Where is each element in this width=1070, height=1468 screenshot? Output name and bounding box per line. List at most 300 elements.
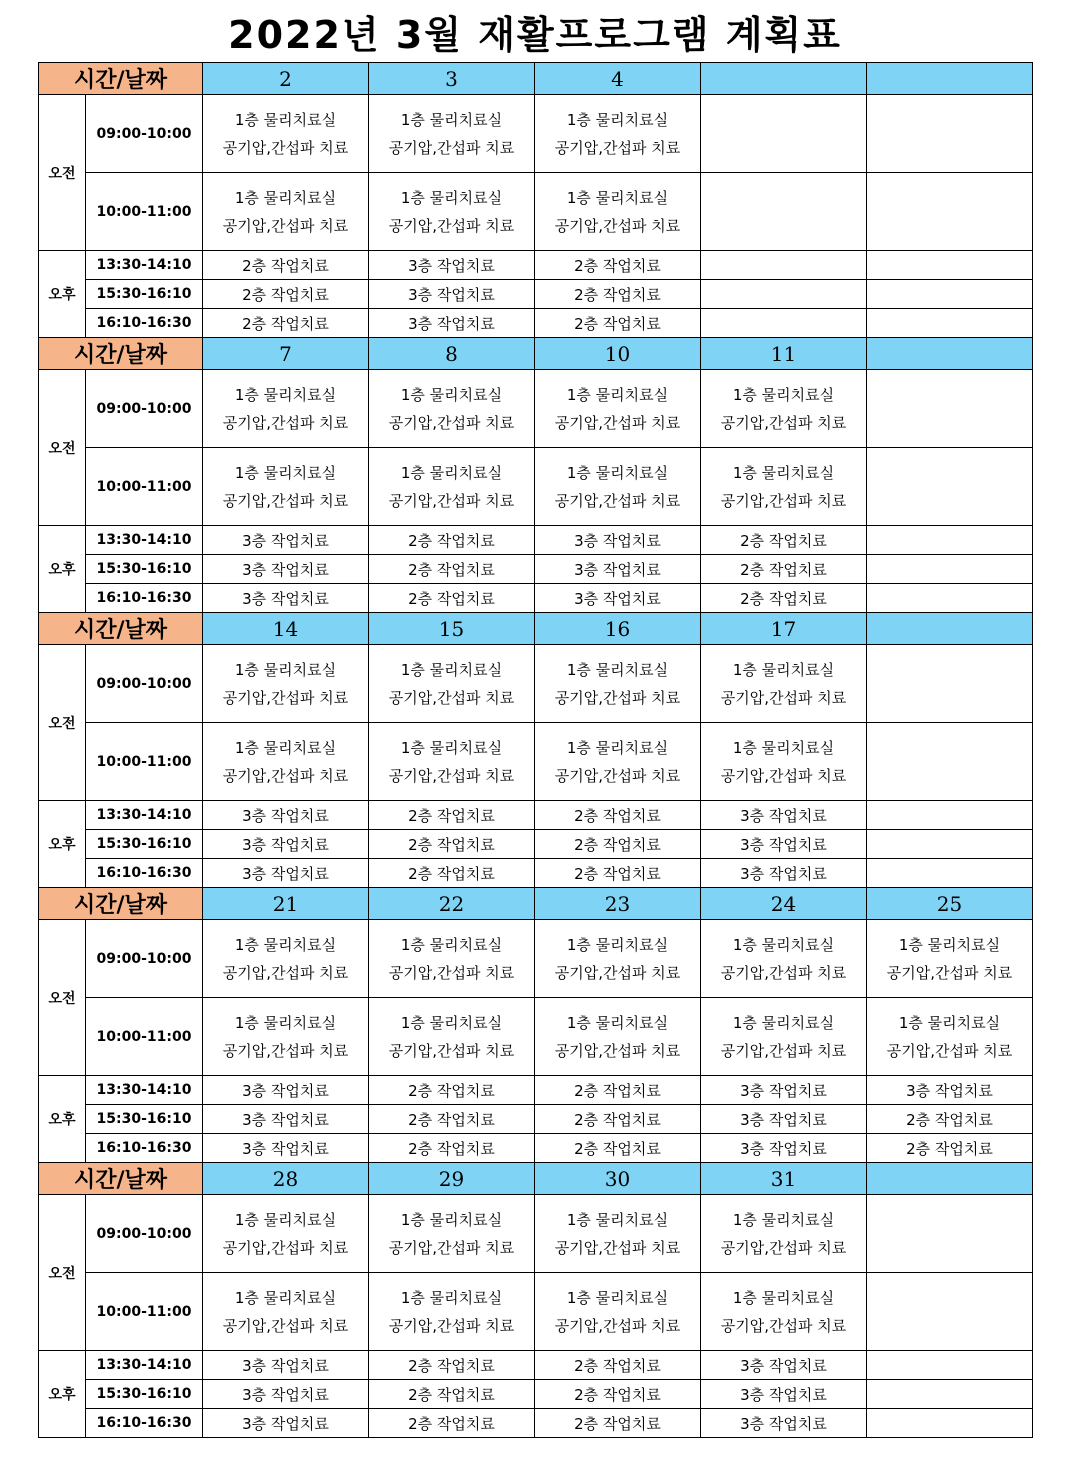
therapy-type-text: 공기압,간섭파 치료 <box>720 688 847 707</box>
time-slot-label: 10:00-11:00 <box>86 448 203 526</box>
pm-slot-row <box>39 584 1033 613</box>
schedule-cell <box>369 448 535 526</box>
schedule-cell: 2층 작업치료 <box>535 830 701 859</box>
therapy-room-text: 1층 물리치료실 <box>732 1210 835 1229</box>
week-header-row <box>39 1163 1033 1195</box>
therapy-type-text: 공기압,간섭파 치료 <box>388 413 515 432</box>
schedule-cell: 2층 작업치료 <box>203 309 369 338</box>
schedule-cell: 3층 작업치료 <box>701 1076 867 1105</box>
schedule-cell <box>203 173 369 251</box>
therapy-type-text: 공기압,간섭파 치료 <box>554 491 681 510</box>
period-pm-label: 오후 <box>39 251 86 338</box>
schedule-cell: 3층 작업치료 <box>701 1134 867 1163</box>
therapy-type-text: 공기압,간섭파 치료 <box>388 766 515 785</box>
therapy-room-text: 1층 물리치료실 <box>400 660 503 679</box>
schedule-cell <box>701 309 867 338</box>
therapy-type-text: 공기압,간섭파 치료 <box>554 688 681 707</box>
am-slot-row <box>39 645 1033 723</box>
therapy-room-text: 1층 물리치료실 <box>566 935 669 954</box>
schedule-cell <box>369 998 535 1076</box>
am-slot-row <box>39 448 1033 526</box>
therapy-room-text: 1층 물리치료실 <box>566 188 669 207</box>
schedule-cell <box>701 173 867 251</box>
schedule-cell <box>867 584 1033 613</box>
schedule-cell: 3층 작업치료 <box>203 801 369 830</box>
week-header-row <box>39 613 1033 645</box>
schedule-cell <box>535 370 701 448</box>
schedule-cell: 3층 작업치료 <box>701 1105 867 1134</box>
schedule-cell: 3층 작업치료 <box>203 859 369 888</box>
schedule-cell <box>369 95 535 173</box>
therapy-type-text: 공기압,간섭파 치료 <box>720 766 847 785</box>
therapy-type-text: 공기압,간섭파 치료 <box>720 491 847 510</box>
therapy-type-text: 공기압,간섭파 치료 <box>222 216 349 235</box>
schedule-cell: 3층 작업치료 <box>701 1409 867 1438</box>
therapy-type-text: 공기압,간섭파 치료 <box>886 963 1013 982</box>
time-slot-label: 15:30-16:10 <box>86 1380 203 1409</box>
therapy-type-text: 공기압,간섭파 치료 <box>388 138 515 157</box>
schedule-cell <box>701 1195 867 1273</box>
schedule-cell: 3층 작업치료 <box>701 1351 867 1380</box>
time-slot-label: 16:10-16:30 <box>86 1134 203 1163</box>
am-slot-row <box>39 1195 1033 1273</box>
schedule-cell: 2층 작업치료 <box>369 859 535 888</box>
schedule-cell: 2층 작업치료 <box>369 584 535 613</box>
pm-slot-row <box>39 830 1033 859</box>
schedule-cell <box>867 920 1033 998</box>
schedule-cell <box>535 723 701 801</box>
schedule-cell <box>203 998 369 1076</box>
time-slot-label: 13:30-14:10 <box>86 1076 203 1105</box>
pm-slot-row <box>39 555 1033 584</box>
therapy-type-text: 공기압,간섭파 치료 <box>554 138 681 157</box>
schedule-cell <box>701 1273 867 1351</box>
therapy-room-text: 1층 물리치료실 <box>400 188 503 207</box>
schedule-cell <box>867 1351 1033 1380</box>
pm-slot-row <box>39 251 1033 280</box>
therapy-room-text: 1층 물리치료실 <box>400 385 503 404</box>
date-cell: 7 <box>203 338 369 370</box>
date-cell: 17 <box>701 613 867 645</box>
therapy-room-text: 1층 물리치료실 <box>566 660 669 679</box>
schedule-cell <box>203 370 369 448</box>
schedule-cell <box>203 1273 369 1351</box>
date-cell <box>867 63 1033 95</box>
time-slot-label: 16:10-16:30 <box>86 309 203 338</box>
date-cell: 25 <box>867 888 1033 920</box>
therapy-type-text: 공기압,간섭파 치료 <box>388 1041 515 1060</box>
therapy-type-text: 공기압,간섭파 치료 <box>222 963 349 982</box>
schedule-cell: 2층 작업치료 <box>535 1409 701 1438</box>
time-slot-label: 09:00-10:00 <box>86 95 203 173</box>
time-slot-label: 15:30-16:10 <box>86 555 203 584</box>
schedule-cell <box>203 1195 369 1273</box>
schedule-cell: 2층 작업치료 <box>535 1105 701 1134</box>
schedule-cell: 2층 작업치료 <box>867 1134 1033 1163</box>
schedule-cell <box>701 251 867 280</box>
period-pm-label: 오후 <box>39 1076 86 1163</box>
schedule-cell <box>701 920 867 998</box>
therapy-room-text: 1층 물리치료실 <box>234 1288 337 1307</box>
pm-slot-row <box>39 526 1033 555</box>
schedule-cell: 3층 작업치료 <box>203 1351 369 1380</box>
schedule-cell <box>535 1273 701 1351</box>
therapy-type-text: 공기압,간섭파 치료 <box>388 491 515 510</box>
time-slot-label: 10:00-11:00 <box>86 1273 203 1351</box>
schedule-cell <box>867 555 1033 584</box>
pm-slot-row <box>39 1105 1033 1134</box>
time-slot-label: 13:30-14:10 <box>86 801 203 830</box>
pm-slot-row <box>39 859 1033 888</box>
schedule-cell: 2층 작업치료 <box>867 1105 1033 1134</box>
therapy-type-text: 공기압,간섭파 치료 <box>720 413 847 432</box>
schedule-cell: 3층 작업치료 <box>701 859 867 888</box>
date-cell: 10 <box>535 338 701 370</box>
am-slot-row <box>39 370 1033 448</box>
schedule-cell <box>535 95 701 173</box>
period-pm-label: 오후 <box>39 801 86 888</box>
schedule-cell <box>701 723 867 801</box>
schedule-cell <box>867 859 1033 888</box>
therapy-type-text: 공기압,간섭파 치료 <box>886 1041 1013 1060</box>
schedule-cell: 2층 작업치료 <box>369 1105 535 1134</box>
schedule-cell <box>867 173 1033 251</box>
time-slot-label: 10:00-11:00 <box>86 173 203 251</box>
schedule-cell: 2층 작업치료 <box>535 801 701 830</box>
therapy-type-text: 공기압,간섭파 치료 <box>554 413 681 432</box>
therapy-room-text: 1층 물리치료실 <box>898 935 1001 954</box>
schedule-cell <box>701 280 867 309</box>
therapy-type-text: 공기압,간섭파 치료 <box>554 1238 681 1257</box>
schedule-cell <box>369 1273 535 1351</box>
date-cell: 21 <box>203 888 369 920</box>
time-slot-label: 10:00-11:00 <box>86 723 203 801</box>
time-date-header: 시간/날짜 <box>39 613 203 645</box>
therapy-room-text: 1층 물리치료실 <box>566 463 669 482</box>
schedule-cell <box>535 1195 701 1273</box>
therapy-type-text: 공기압,간섭파 치료 <box>222 1316 349 1335</box>
schedule-table <box>38 62 1033 1438</box>
schedule-cell <box>867 801 1033 830</box>
date-cell <box>867 613 1033 645</box>
schedule-cell: 2층 작업치료 <box>369 1076 535 1105</box>
schedule-cell <box>867 723 1033 801</box>
schedule-cell <box>867 448 1033 526</box>
schedule-cell <box>535 448 701 526</box>
therapy-room-text: 1층 물리치료실 <box>400 1210 503 1229</box>
therapy-type-text: 공기압,간섭파 치료 <box>222 413 349 432</box>
time-slot-label: 09:00-10:00 <box>86 370 203 448</box>
schedule-cell: 3층 작업치료 <box>535 555 701 584</box>
pm-slot-row <box>39 1134 1033 1163</box>
date-cell: 4 <box>535 63 701 95</box>
schedule-cell: 2층 작업치료 <box>701 555 867 584</box>
schedule-cell: 2층 작업치료 <box>535 280 701 309</box>
therapy-room-text: 1층 물리치료실 <box>898 1013 1001 1032</box>
schedule-cell <box>701 95 867 173</box>
schedule-cell <box>867 998 1033 1076</box>
schedule-cell <box>867 280 1033 309</box>
therapy-type-text: 공기압,간섭파 치료 <box>554 1041 681 1060</box>
schedule-cell <box>867 1380 1033 1409</box>
time-slot-label: 16:10-16:30 <box>86 859 203 888</box>
schedule-cell: 2층 작업치료 <box>535 1134 701 1163</box>
therapy-type-text: 공기압,간섭파 치료 <box>388 963 515 982</box>
schedule-cell <box>701 370 867 448</box>
schedule-cell <box>867 251 1033 280</box>
schedule-cell: 2층 작업치료 <box>369 1409 535 1438</box>
schedule-cell <box>867 1273 1033 1351</box>
schedule-cell: 2층 작업치료 <box>369 1380 535 1409</box>
therapy-type-text: 공기압,간섭파 치료 <box>720 963 847 982</box>
pm-slot-row <box>39 1076 1033 1105</box>
therapy-room-text: 1층 물리치료실 <box>400 1288 503 1307</box>
therapy-room-text: 1층 물리치료실 <box>234 110 337 129</box>
schedule-cell: 3층 작업치료 <box>203 526 369 555</box>
pm-slot-row <box>39 801 1033 830</box>
schedule-cell: 3층 작업치료 <box>203 1076 369 1105</box>
therapy-type-text: 공기압,간섭파 치료 <box>554 963 681 982</box>
schedule-cell: 2층 작업치료 <box>203 251 369 280</box>
therapy-room-text: 1층 물리치료실 <box>566 110 669 129</box>
am-slot-row <box>39 998 1033 1076</box>
date-cell: 8 <box>369 338 535 370</box>
time-slot-label: 13:30-14:10 <box>86 1351 203 1380</box>
pm-slot-row <box>39 1351 1033 1380</box>
schedule-cell: 3층 작업치료 <box>203 584 369 613</box>
therapy-type-text: 공기압,간섭파 치료 <box>554 1316 681 1335</box>
time-slot-label: 09:00-10:00 <box>86 1195 203 1273</box>
therapy-room-text: 1층 물리치료실 <box>566 1288 669 1307</box>
therapy-room-text: 1층 물리치료실 <box>400 110 503 129</box>
therapy-room-text: 1층 물리치료실 <box>732 385 835 404</box>
am-slot-row <box>39 173 1033 251</box>
time-slot-label: 16:10-16:30 <box>86 584 203 613</box>
schedule-cell <box>203 448 369 526</box>
schedule-cell <box>867 526 1033 555</box>
schedule-cell: 3층 작업치료 <box>701 830 867 859</box>
therapy-room-text: 1층 물리치료실 <box>732 660 835 679</box>
date-cell <box>867 1163 1033 1195</box>
schedule-cell <box>203 645 369 723</box>
therapy-room-text: 1층 물리치료실 <box>732 935 835 954</box>
period-am-label: 오전 <box>39 645 86 801</box>
time-slot-label: 15:30-16:10 <box>86 280 203 309</box>
schedule-cell <box>867 309 1033 338</box>
therapy-type-text: 공기압,간섭파 치료 <box>222 1041 349 1060</box>
schedule-cell: 2층 작업치료 <box>369 1351 535 1380</box>
schedule-cell <box>369 645 535 723</box>
schedule-cell <box>867 1409 1033 1438</box>
therapy-room-text: 1층 물리치료실 <box>566 1013 669 1032</box>
therapy-type-text: 공기압,간섭파 치료 <box>222 688 349 707</box>
period-pm-label: 오후 <box>39 1351 86 1438</box>
schedule-cell <box>535 998 701 1076</box>
pm-slot-row <box>39 1409 1033 1438</box>
schedule-cell <box>369 173 535 251</box>
schedule-cell: 2층 작업치료 <box>203 280 369 309</box>
therapy-type-text: 공기압,간섭파 치료 <box>720 1041 847 1060</box>
therapy-room-text: 1층 물리치료실 <box>234 385 337 404</box>
therapy-room-text: 1층 물리치료실 <box>400 463 503 482</box>
schedule-cell <box>867 645 1033 723</box>
schedule-cell: 2층 작업치료 <box>535 1351 701 1380</box>
week-header-row <box>39 63 1033 95</box>
schedule-cell <box>535 645 701 723</box>
schedule-cell <box>701 645 867 723</box>
date-cell: 22 <box>369 888 535 920</box>
schedule-cell <box>369 1195 535 1273</box>
time-slot-label: 10:00-11:00 <box>86 998 203 1076</box>
therapy-type-text: 공기압,간섭파 치료 <box>388 1316 515 1335</box>
schedule-cell: 2층 작업치료 <box>535 1076 701 1105</box>
schedule-cell <box>867 830 1033 859</box>
am-slot-row <box>39 723 1033 801</box>
therapy-room-text: 1층 물리치료실 <box>234 1013 337 1032</box>
date-cell: 28 <box>203 1163 369 1195</box>
therapy-room-text: 1층 물리치료실 <box>234 935 337 954</box>
time-slot-label: 16:10-16:30 <box>86 1409 203 1438</box>
therapy-room-text: 1층 물리치료실 <box>732 1288 835 1307</box>
schedule-cell: 3층 작업치료 <box>369 251 535 280</box>
time-date-header: 시간/날짜 <box>39 63 203 95</box>
therapy-room-text: 1층 물리치료실 <box>566 738 669 757</box>
schedule-cell: 3층 작업치료 <box>203 1409 369 1438</box>
schedule-cell <box>867 95 1033 173</box>
week-header-row <box>39 888 1033 920</box>
period-am-label: 오전 <box>39 920 86 1076</box>
schedule-cell: 3층 작업치료 <box>369 280 535 309</box>
therapy-type-text: 공기압,간섭파 치료 <box>222 491 349 510</box>
schedule-cell <box>535 173 701 251</box>
therapy-room-text: 1층 물리치료실 <box>400 738 503 757</box>
schedule-cell <box>369 723 535 801</box>
time-slot-label: 15:30-16:10 <box>86 1105 203 1134</box>
schedule-cell: 2층 작업치료 <box>369 830 535 859</box>
time-date-header: 시간/날짜 <box>39 1163 203 1195</box>
period-pm-label: 오후 <box>39 526 86 613</box>
therapy-room-text: 1층 물리치료실 <box>234 660 337 679</box>
schedule-cell: 3층 작업치료 <box>535 526 701 555</box>
date-cell: 16 <box>535 613 701 645</box>
time-slot-label: 13:30-14:10 <box>86 251 203 280</box>
time-date-header: 시간/날짜 <box>39 338 203 370</box>
therapy-room-text: 1층 물리치료실 <box>566 1210 669 1229</box>
time-date-header: 시간/날짜 <box>39 888 203 920</box>
schedule-cell: 3층 작업치료 <box>369 309 535 338</box>
schedule-cell <box>535 920 701 998</box>
schedule-cell: 2층 작업치료 <box>701 526 867 555</box>
schedule-cell: 2층 작업치료 <box>535 859 701 888</box>
therapy-type-text: 공기압,간섭파 치료 <box>222 138 349 157</box>
schedule-cell: 3층 작업치료 <box>203 1105 369 1134</box>
therapy-room-text: 1층 물리치료실 <box>234 188 337 207</box>
therapy-room-text: 1층 물리치료실 <box>732 738 835 757</box>
am-slot-row <box>39 95 1033 173</box>
therapy-room-text: 1층 물리치료실 <box>732 1013 835 1032</box>
schedule-cell: 2층 작업치료 <box>535 309 701 338</box>
schedule-cell: 3층 작업치료 <box>701 1380 867 1409</box>
am-slot-row <box>39 1273 1033 1351</box>
period-am-label: 오전 <box>39 370 86 526</box>
schedule-cell: 2층 작업치료 <box>369 1134 535 1163</box>
date-cell: 30 <box>535 1163 701 1195</box>
period-am-label: 오전 <box>39 1195 86 1351</box>
period-am-label: 오전 <box>39 95 86 251</box>
therapy-room-text: 1층 물리치료실 <box>234 738 337 757</box>
date-cell: 14 <box>203 613 369 645</box>
date-cell: 29 <box>369 1163 535 1195</box>
therapy-room-text: 1층 물리치료실 <box>234 463 337 482</box>
date-cell: 24 <box>701 888 867 920</box>
schedule-cell: 2층 작업치료 <box>535 1380 701 1409</box>
therapy-room-text: 1층 물리치료실 <box>566 385 669 404</box>
time-slot-label: 15:30-16:10 <box>86 830 203 859</box>
date-cell <box>701 63 867 95</box>
pm-slot-row <box>39 280 1033 309</box>
schedule-cell: 3층 작업치료 <box>867 1076 1033 1105</box>
schedule-cell: 3층 작업치료 <box>203 1134 369 1163</box>
schedule-cell: 3층 작업치료 <box>203 830 369 859</box>
therapy-type-text: 공기압,간섭파 치료 <box>222 1238 349 1257</box>
therapy-type-text: 공기압,간섭파 치료 <box>388 216 515 235</box>
time-slot-label: 09:00-10:00 <box>86 920 203 998</box>
schedule-cell: 3층 작업치료 <box>203 555 369 584</box>
schedule-cell <box>203 723 369 801</box>
therapy-type-text: 공기압,간섭파 치료 <box>554 766 681 785</box>
schedule-cell: 3층 작업치료 <box>701 801 867 830</box>
schedule-cell <box>203 95 369 173</box>
pm-slot-row <box>39 309 1033 338</box>
date-cell: 31 <box>701 1163 867 1195</box>
date-cell: 11 <box>701 338 867 370</box>
therapy-type-text: 공기압,간섭파 치료 <box>222 766 349 785</box>
schedule-cell: 2층 작업치료 <box>369 801 535 830</box>
schedule-cell: 2층 작업치료 <box>369 526 535 555</box>
therapy-room-text: 1층 물리치료실 <box>400 1013 503 1032</box>
schedule-cell <box>867 370 1033 448</box>
time-slot-label: 13:30-14:10 <box>86 526 203 555</box>
schedule-cell <box>203 920 369 998</box>
schedule-cell <box>369 920 535 998</box>
therapy-type-text: 공기압,간섭파 치료 <box>388 688 515 707</box>
schedule-cell: 2층 작업치료 <box>535 251 701 280</box>
pm-slot-row <box>39 1380 1033 1409</box>
therapy-type-text: 공기압,간섭파 치료 <box>720 1238 847 1257</box>
week-header-row <box>39 338 1033 370</box>
schedule-cell: 3층 작업치료 <box>203 1380 369 1409</box>
schedule-cell <box>867 1195 1033 1273</box>
date-cell: 23 <box>535 888 701 920</box>
schedule-cell <box>701 998 867 1076</box>
date-cell: 15 <box>369 613 535 645</box>
date-cell <box>867 338 1033 370</box>
therapy-type-text: 공기압,간섭파 치료 <box>720 1316 847 1335</box>
am-slot-row <box>39 920 1033 998</box>
therapy-type-text: 공기압,간섭파 치료 <box>554 216 681 235</box>
schedule-cell: 3층 작업치료 <box>535 584 701 613</box>
therapy-room-text: 1층 물리치료실 <box>400 935 503 954</box>
date-cell: 3 <box>369 63 535 95</box>
schedule-cell <box>701 448 867 526</box>
therapy-room-text: 1층 물리치료실 <box>234 1210 337 1229</box>
schedule-cell: 2층 작업치료 <box>369 555 535 584</box>
page-title: 2022년 3월 재활프로그램 계획표 <box>228 13 842 57</box>
time-slot-label: 09:00-10:00 <box>86 645 203 723</box>
schedule-cell: 2층 작업치료 <box>701 584 867 613</box>
therapy-type-text: 공기압,간섭파 치료 <box>388 1238 515 1257</box>
date-cell: 2 <box>203 63 369 95</box>
